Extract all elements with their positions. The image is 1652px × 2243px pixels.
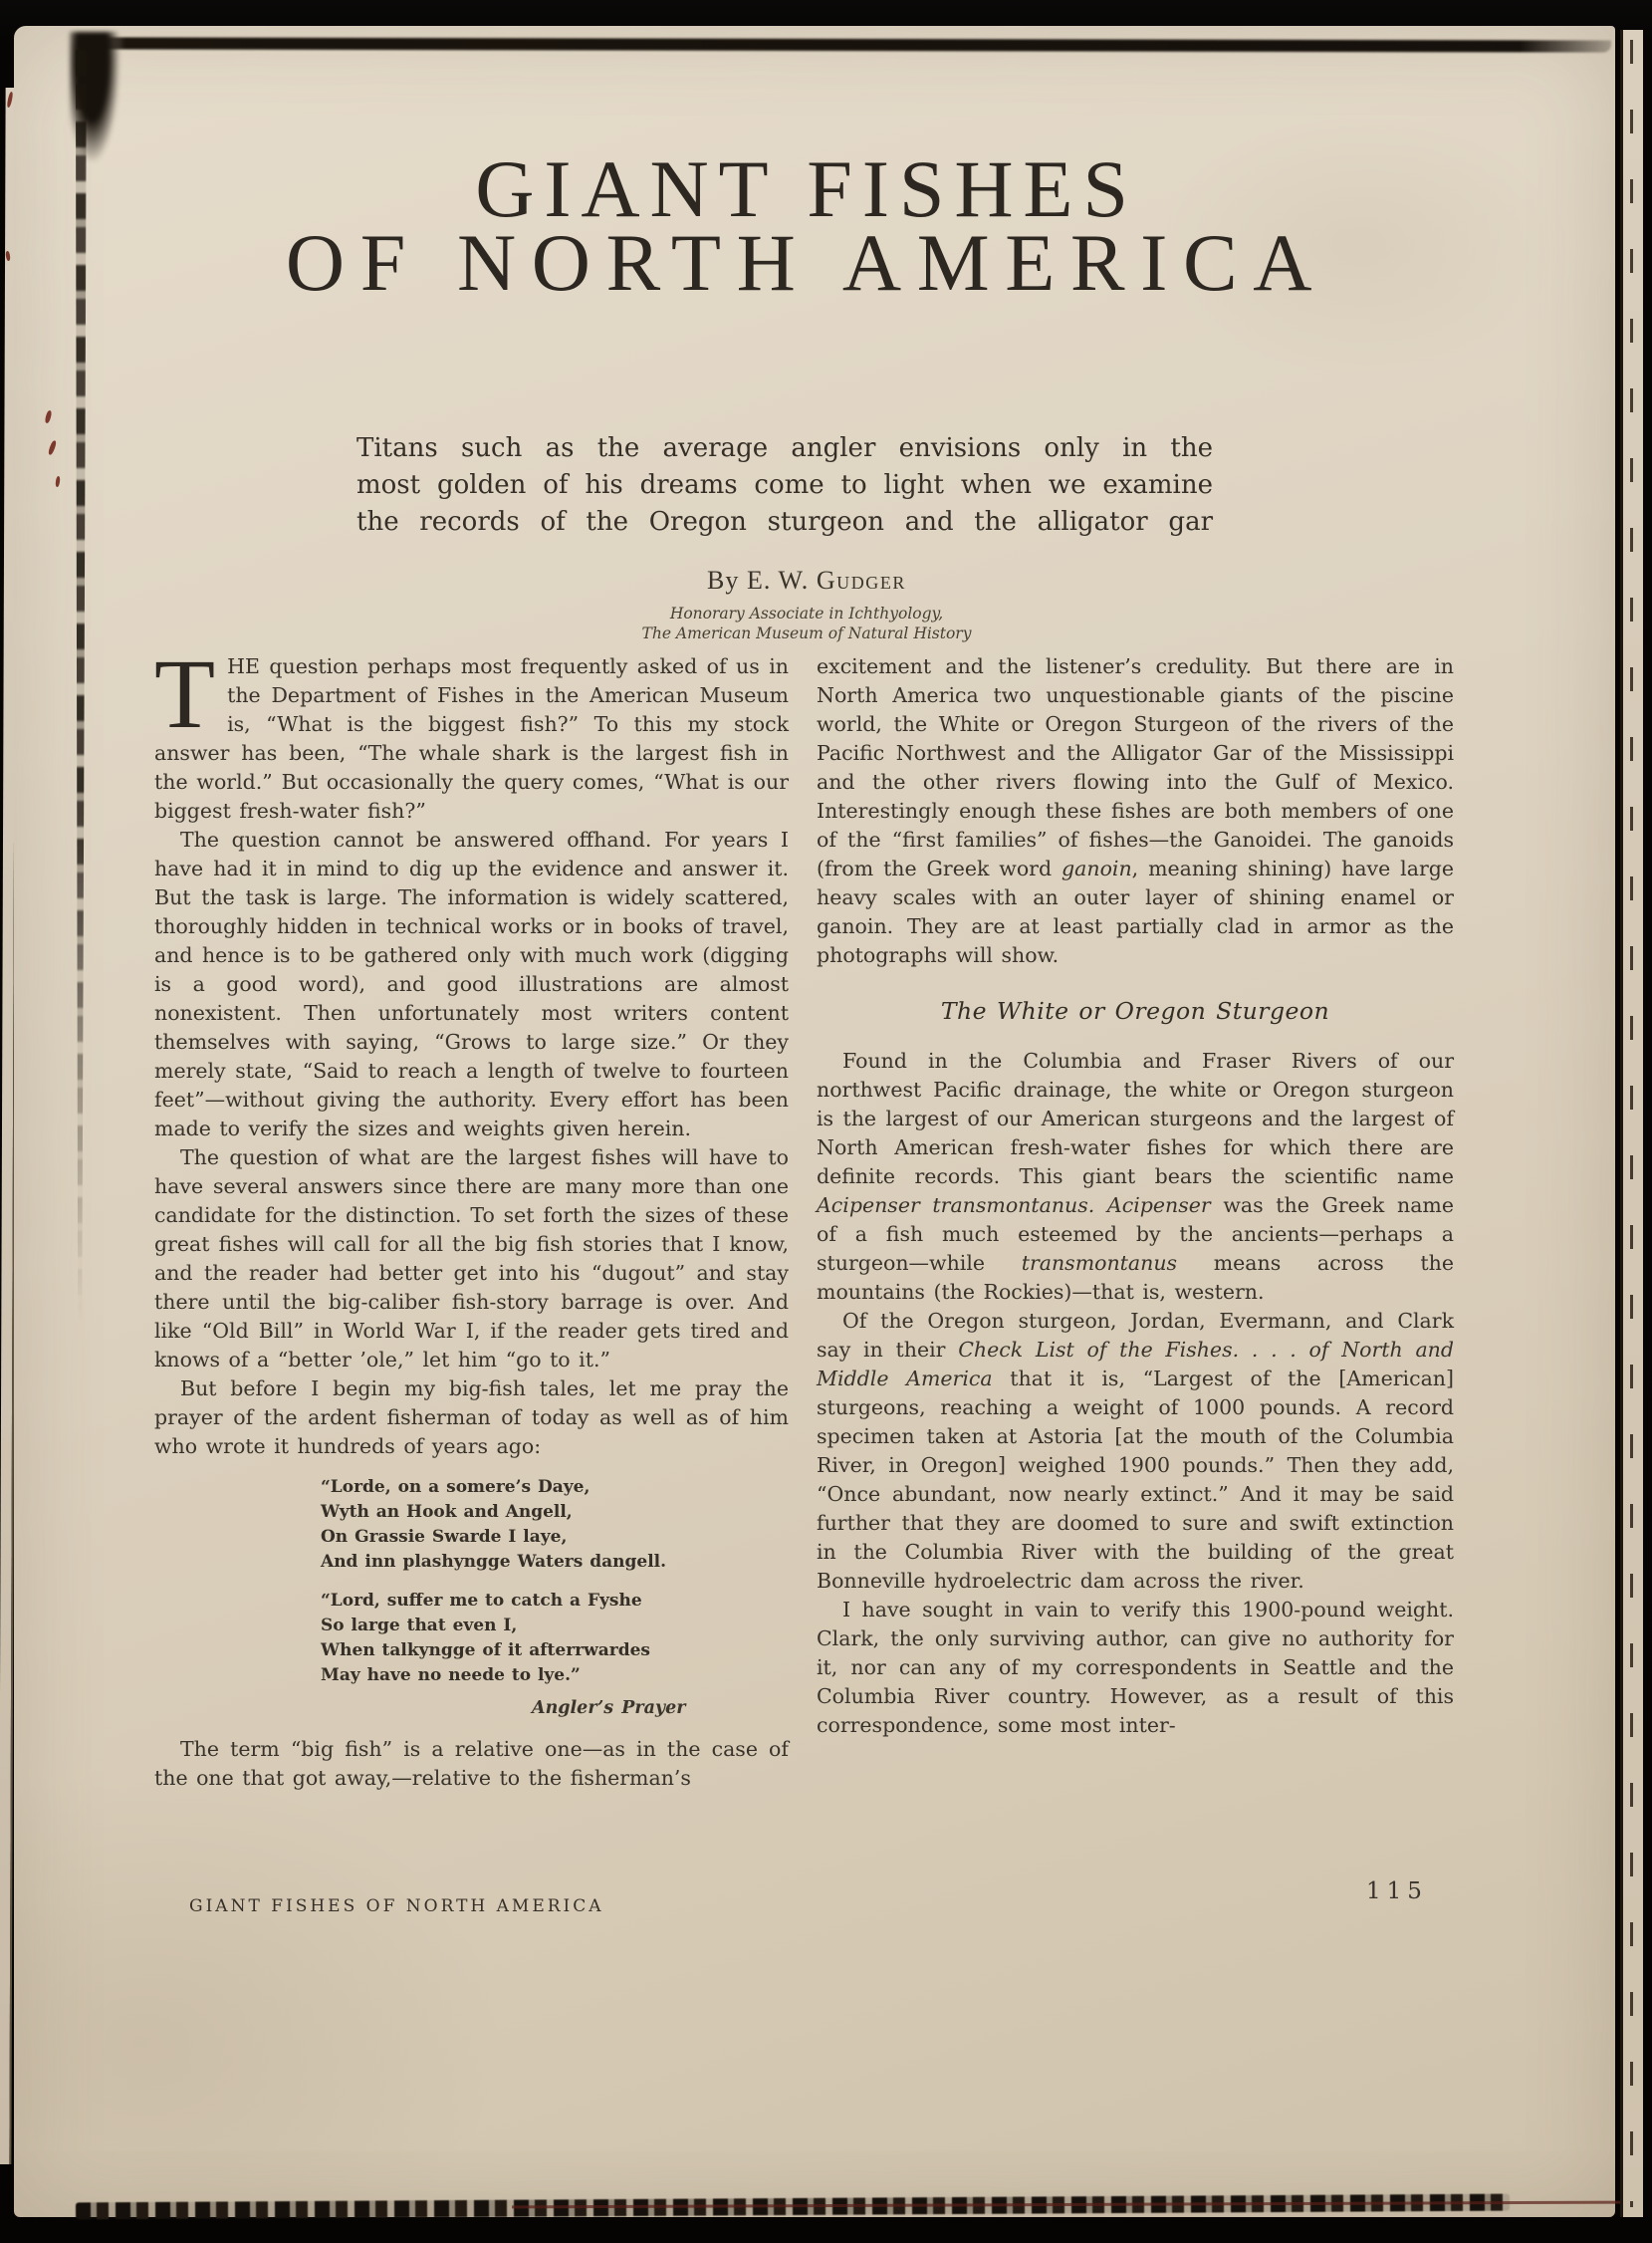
- article-deck: [356, 430, 1213, 541]
- italic-run: transmontanus: [1021, 1251, 1178, 1275]
- deck-line: most golden of his dreams come to light when we examine: [356, 470, 1213, 500]
- text-run: HE question perhaps most frequently asked of us in the Department of Fishes in the American Museum is, “What is the biggest fish?” To this my stock answer has been, “The whale shark is the largest fish in the world.” But occasionally the query comes, “What is our biggest fresh-water fish?”: [154, 654, 789, 823]
- italic-run: Check List of the Fishes. . . . of North and Middle America: [817, 1338, 1454, 1390]
- byline-author-name: Gudger: [816, 566, 906, 595]
- affiliation-line: The American Museum of Natural History: [641, 624, 972, 642]
- body-paragraph: [817, 1596, 1454, 1740]
- text-run: But before I begin my big-fish tales, let me pray the prayer of the ardent fisherman of today as well as of him who wrote it hundreds of years ago:: [154, 1376, 789, 1458]
- red-ink-mark: [55, 476, 60, 487]
- page-top-shadow: [86, 37, 1611, 52]
- verse-line: “Lorde, on a somere’s Daye,: [321, 1477, 590, 1497]
- text-run: The question cannot be answered offhand. For years I have had it in mind to dig up the evidence and answer it. But the task is large. The information is widely scattered, thoroughly hidden in technical works or in books of travel, and hence is to be gathered only with much work (digging is a good word), and good illustrations are almost nonexistent. Then unfortunately most writers content themselves with saying, “Grows to large size.” Or they merely state, “Said to reach a length of twelve to fourteen feet”—without giving the authority. Every effort has been made to verify the sizes and weights given herein.: [154, 828, 789, 1140]
- article-title-line-1: GIANT FISHES: [475, 143, 1138, 234]
- left-column: [154, 638, 789, 1793]
- verse-attribution: Angler’s Prayer: [532, 1698, 686, 1718]
- body-paragraph: [154, 1374, 789, 1461]
- running-footer-title: GIANT FISHES OF NORTH AMERICA: [189, 1896, 604, 1916]
- red-ink-mark: [44, 410, 52, 424]
- text-run: Found in the Columbia and Fraser Rivers of our northwest Pacific drainage, the white or Oregon sturgeon is the largest of our American sturgeons and the largest of North American fresh-water fishes for which there are definite records. This giant bears the scientific name: [817, 1049, 1454, 1188]
- text-run: was the Greek name of a fish much esteemed by the ancients—perhaps a sturgeon—while: [817, 1193, 1454, 1275]
- deck-line: Titans such as the average angler envisions only in the: [356, 433, 1213, 463]
- section-heading: The White or Oregon Sturgeon: [940, 997, 1330, 1025]
- verse-line: “Lord, suffer me to catch a Fyshe: [321, 1591, 642, 1611]
- body-paragraph: [817, 652, 1454, 970]
- body-paragraph: [154, 638, 789, 826]
- verse-line: And inn plashyngge Waters dangell.: [321, 1552, 667, 1572]
- verse-line: Wyth an Hook and Angell,: [321, 1502, 573, 1522]
- verse-stanza: [321, 1589, 789, 1688]
- verse-line: May have no neede to lye.”: [321, 1665, 581, 1685]
- deck-line: the records of the Oregon sturgeon and the alligator gar: [356, 507, 1213, 537]
- body-paragraph: [154, 1735, 789, 1793]
- affiliation-line: Honorary Associate in Ichthyology,: [669, 605, 944, 623]
- right-column: [817, 652, 1454, 1740]
- verse-line: On Grassie Swarde I laye,: [321, 1527, 568, 1547]
- text-run: Of the Oregon sturgeon, Jordan, Evermann, and Clark say in their: [817, 1309, 1454, 1362]
- article-title-line-2: OF NORTH AMERICA: [285, 217, 1328, 308]
- verse-line: When talkyngge of it afterrwardes: [321, 1640, 650, 1660]
- text-run: The question of what are the largest fishes will have to have several answers since there are many more than one candidate for the distinction. To set forth the sizes of these great fishes will call for all the big fish stories that I know, and the reader had better get into his “dugout” and stay there until the big-caliber fish-story barrage is over. And like “Old Bill” in World War I, if the reader gets tired and knows of a “better ’ole,” let him “go to it.”: [154, 1145, 789, 1371]
- text-run: I have sought in vain to verify this 1900-pound weight. Clark, the only surviving author, can give no authority for it, nor can any of my correspondents in Seattle and the Columbia River country. However, as a result of this correspondence, some most inter-: [817, 1598, 1454, 1737]
- adjacent-page-edge: [1620, 30, 1643, 2217]
- verse-line: So large that even I,: [321, 1616, 518, 1635]
- drop-cap: T: [154, 638, 216, 749]
- body-paragraph: [817, 1047, 1454, 1307]
- byline-prefix: By E. W.: [707, 566, 810, 595]
- page-number: 115: [1366, 1878, 1428, 1904]
- italic-run: Acipenser transmontanus. Acipenser: [817, 1193, 1211, 1217]
- text-run: , meaning shining) have large heavy scales with an outer layer of shining enamel or ganoin. They are at least partially clad in armor as the photographs will show.: [817, 857, 1454, 967]
- body-paragraph: [154, 1143, 789, 1374]
- text-run: means across the mountains (the Rockies)—that is, western.: [817, 1251, 1454, 1304]
- italic-run: ganoin: [1062, 857, 1132, 880]
- text-run: that it is, “Largest of the [American] sturgeons, reaching a weight of 1000 pounds. A record specimen taken at Astoria [at the mouth of the Columbia River, in Oregon] weighed 1900 pounds.” Then they add, “Once abundant, now nearly extinct.” And it may be said further that they are doomed to sure and swift extinction in the Columbia River with the building of the great Bonneville hydroelectric dam across the river.: [817, 1367, 1454, 1593]
- byline: [14, 566, 1599, 596]
- text-run: The term “big fish” is a relative one—as in the case of the one that got away,—relative to the fisherman’s: [154, 1737, 789, 1790]
- body-paragraph: [154, 826, 789, 1143]
- author-affiliation: [14, 604, 1599, 643]
- body-paragraph: [817, 1307, 1454, 1596]
- article-header: [14, 143, 1599, 308]
- magazine-page: [14, 26, 1615, 2217]
- text-run: excitement and the listener’s credulity. But there are in North America two unquestionable giants of the piscine world, the White or Oregon Sturgeon of the rivers of the Pacific Northwest and the Alligator Gar of the Mississippi and the other rivers flowing into the Gulf of Mexico. Interestingly enough these fishes are both members of one of the “first families” of fishes—the Ganoidei. The ganoids (from the Greek word: [817, 654, 1454, 880]
- verse-stanza: [321, 1475, 789, 1575]
- red-ink-mark: [48, 440, 58, 456]
